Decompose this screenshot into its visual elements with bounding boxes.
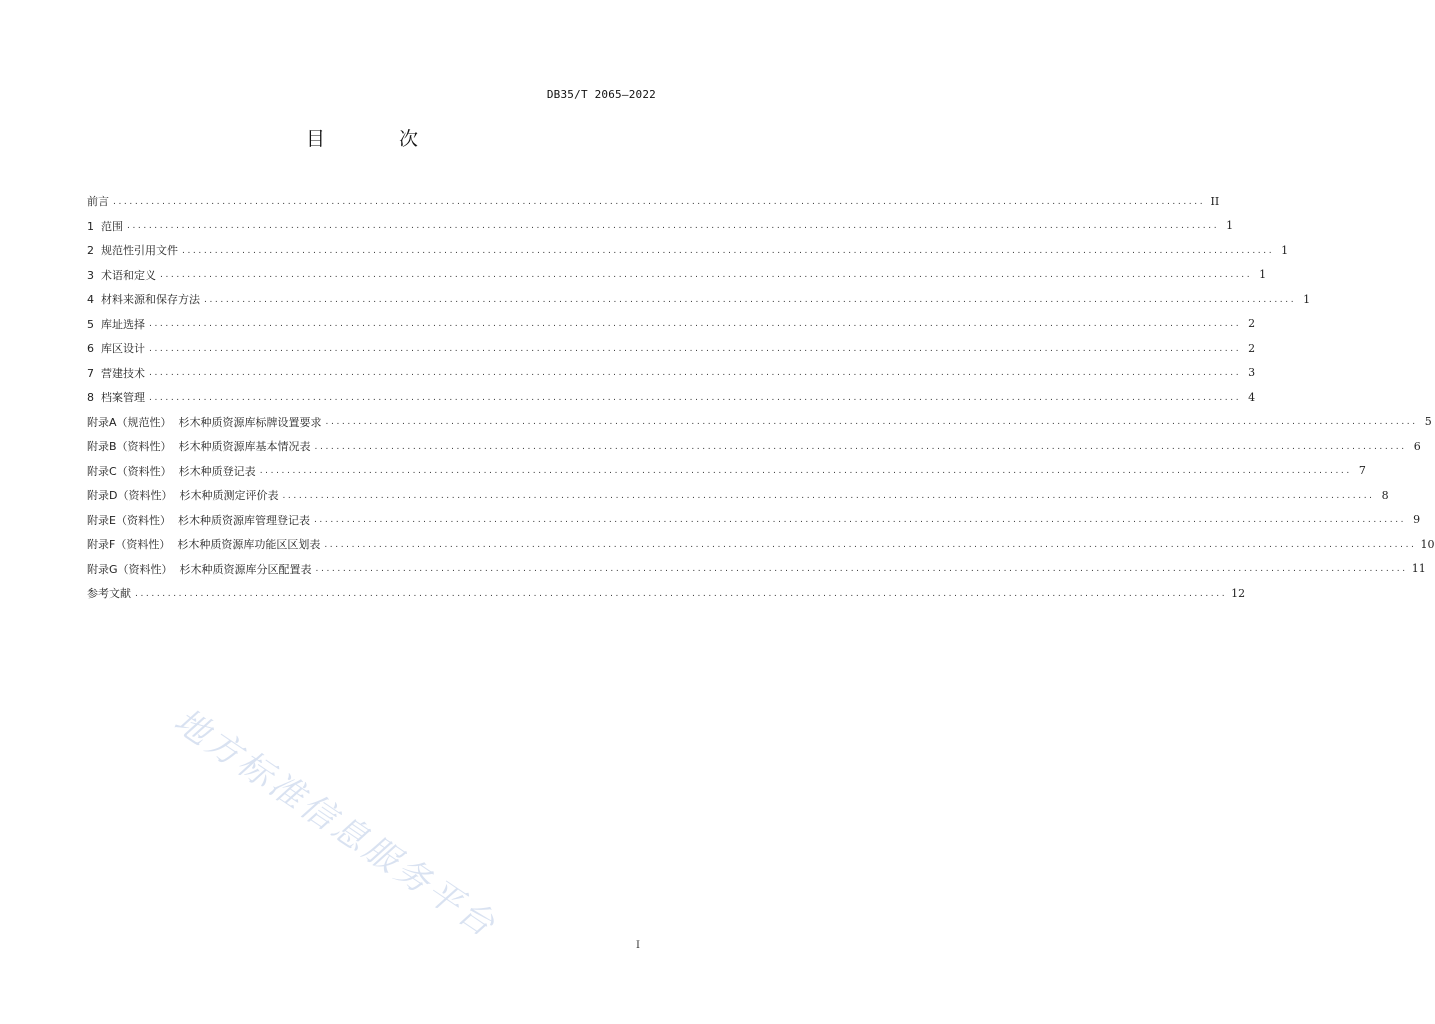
toc-entry[interactable]	[87, 238, 1289, 263]
toc-entry-page: 8	[1381, 488, 1389, 502]
toc-leader-dots: ........................................................................................................................................................................................................	[314, 441, 1407, 452]
toc-entry-label: 附录C（资料性） 杉木种质登记表	[87, 464, 256, 478]
toc-entry-page: 4	[1248, 390, 1256, 404]
document-code: DB35/T 2065—2022	[546, 88, 656, 101]
toc-entry-label: 前言	[87, 195, 109, 209]
toc-leader-dots: ........................................................................................................................................................................................................	[135, 588, 1228, 599]
toc-entry[interactable]	[87, 336, 1256, 361]
toc-entry-page: 3	[1248, 366, 1256, 380]
toc-entry-label: 附录G（资料性） 杉木种质资源库分区配置表	[87, 562, 312, 576]
toc-leader-dots: ........................................................................................................................................................................................................	[282, 490, 1375, 501]
toc-leader-dots: ........................................................................................................................................................................................................	[149, 368, 1242, 379]
toc-entry-label: 3 术语和定义	[87, 268, 156, 282]
toc-entry-label: 6 库区设计	[87, 342, 145, 356]
toc-entry-label: 参考文献	[87, 587, 131, 601]
toc-entry[interactable]	[87, 361, 1256, 386]
toc-entry[interactable]	[87, 459, 1366, 484]
toc-entry[interactable]	[87, 312, 1256, 337]
toc-entry-page: 7	[1358, 464, 1366, 478]
toc-entry-page: 1	[1303, 292, 1311, 306]
toc-leader-dots: ........................................................................................................................................................................................................	[259, 466, 1352, 477]
toc-entry-label: 附录D（资料性） 杉木种质测定评价表	[87, 489, 279, 503]
toc-entry-label: 附录A（规范性） 杉木种质资源库标牌设置要求	[87, 415, 322, 429]
toc-leader-dots: ........................................................................................................................................................................................................	[324, 539, 1417, 550]
toc-entry[interactable]	[87, 385, 1256, 410]
toc-entry-page: 11	[1411, 562, 1426, 576]
toc-entry-label: 附录B（资料性） 杉木种质资源库基本情况表	[87, 440, 311, 454]
toc-entry[interactable]	[87, 434, 1421, 459]
toc-entry-page: 12	[1231, 586, 1246, 600]
toc-leader-dots: ........................................................................................................................................................................................................	[149, 343, 1242, 354]
toc-entry-page: 2	[1248, 317, 1256, 331]
toc-entry-label: 7 营建技术	[87, 366, 145, 380]
toc-entry[interactable]	[87, 508, 1421, 533]
toc-leader-dots: ........................................................................................................................................................................................................	[127, 221, 1220, 232]
toc-entry-label: 附录F（资料性） 杉木种质资源库功能区区划表	[87, 538, 321, 552]
toc-entry-page: 9	[1413, 513, 1421, 527]
toc-leader-dots: ........................................................................................................................................................................................................	[113, 196, 1206, 207]
toc-entry-label: 4 材料来源和保存方法	[87, 293, 200, 307]
toc-leader-dots: ........................................................................................................................................................................................................	[149, 319, 1242, 330]
page-title: 目 次	[305, 128, 453, 150]
toc-entry-page: 1	[1226, 219, 1234, 233]
toc-entry-page: 5	[1424, 415, 1432, 429]
page-number: I	[636, 940, 640, 951]
toc-entry[interactable]	[87, 581, 1246, 606]
toc-entry-page: 6	[1413, 439, 1421, 453]
toc-leader-dots: ........................................................................................................................................................................................................	[160, 270, 1253, 281]
toc-entry-label: 附录E（资料性） 杉木种质资源库管理登记表	[87, 513, 310, 527]
toc-entry-page: 1	[1281, 243, 1289, 257]
toc-entry[interactable]	[87, 189, 1220, 214]
toc-entry-label: 5 库址选择	[87, 317, 145, 331]
toc-leader-dots: ........................................................................................................................................................................................................	[149, 392, 1242, 403]
toc-leader-dots: ........................................................................................................................................................................................................	[182, 245, 1275, 256]
toc-entry[interactable]	[87, 410, 1432, 435]
toc-leader-dots: ........................................................................................................................................................................................................	[325, 417, 1418, 428]
toc-entry[interactable]	[87, 532, 1435, 557]
toc-entry-page: II	[1210, 194, 1220, 208]
table-of-contents	[87, 189, 1435, 606]
toc-entry[interactable]	[87, 214, 1234, 239]
toc-entry-page: 2	[1248, 341, 1256, 355]
toc-entry[interactable]	[87, 263, 1267, 288]
toc-leader-dots: ........................................................................................................................................................................................................	[313, 515, 1407, 526]
toc-entry[interactable]	[87, 557, 1426, 582]
toc-leader-dots: ........................................................................................................................................................................................................	[315, 564, 1408, 575]
toc-entry-page: 1	[1259, 268, 1267, 282]
watermark: 地方标准信息服务平台	[166, 700, 505, 947]
toc-entry[interactable]	[87, 483, 1389, 508]
toc-entry-label: 2 规范性引用文件	[87, 244, 178, 258]
toc-entry-page: 10	[1420, 537, 1435, 551]
toc-entry[interactable]	[87, 287, 1311, 312]
toc-entry-label: 8 档案管理	[87, 391, 145, 405]
toc-entry-label: 1 范围	[87, 219, 123, 233]
toc-leader-dots: ........................................................................................................................................................................................................	[204, 294, 1297, 305]
